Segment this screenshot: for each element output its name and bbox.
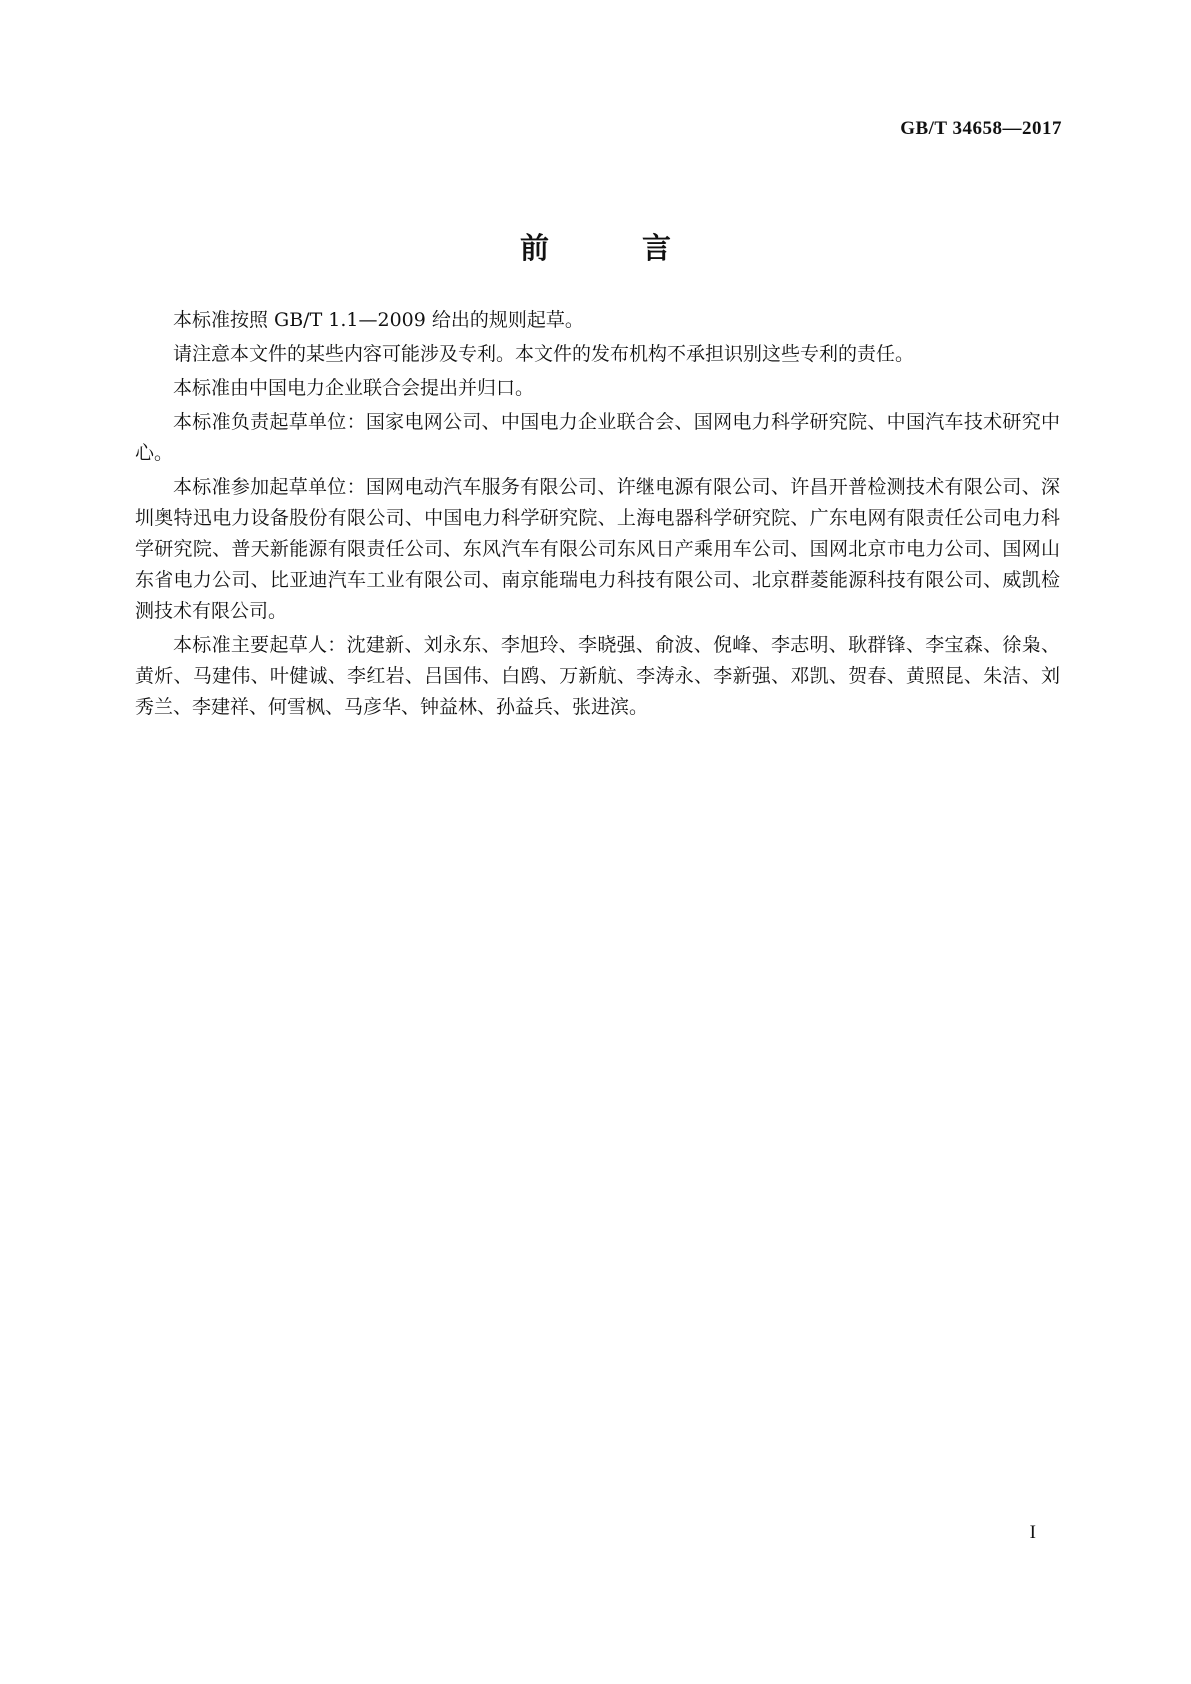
foreword-body [135,305,1060,726]
paragraph-patent-notice: 请注意本文件的某些内容可能涉及专利。本文件的发布机构不承担识别这些专利的责任。 [173,343,915,365]
paragraph-drafting-rules: 本标准按照 GB/T 1.1—2009 给出的规则起草。 [173,309,584,331]
page-title: 前 言 [519,231,703,265]
paragraph-main-drafters: 本标准主要起草人：沈建新、刘永东、李旭玲、李晓强、俞波、倪峰、李志明、耿群锋、李宝森、徐枭、黄炘、马建伟、叶健诚、李红岩、吕国伟、白鸥、万新航、李涛永、李新强、邓凯、贺春、黄照昆、朱洁、刘秀兰、李建祥、何雪枫、马彦华、钟益林、孙益兵、张进滨。 [135,634,1060,718]
page-number: I [1029,1522,1036,1543]
paragraph-participating-units: 本标准参加起草单位：国网电动汽车服务有限公司、许继电源有限公司、许昌开普检测技术有限公司、深圳奥特迅电力设备股份有限公司、中国电力科学研究院、上海电器科学研究院、广东电网有限责任公司电力科学研究院、普天新能源有限责任公司、东风汽车有限公司东风日产乘用车公司、国网北京市电力公司、国网山东省电力公司、比亚迪汽车工业有限公司、南京能瑞电力科技有限公司、北京群菱能源科技有限公司、威凯检测技术有限公司。 [135,476,1060,622]
paragraph-proposer: 本标准由中国电力企业联合会提出并归口。 [173,377,535,399]
paragraph-lead-drafting-units: 本标准负责起草单位：国家电网公司、中国电力企业联合会、国网电力科学研究院、中国汽车技术研究中心。 [135,411,1060,464]
standard-number: GB/T 34658—2017 [900,118,1062,139]
